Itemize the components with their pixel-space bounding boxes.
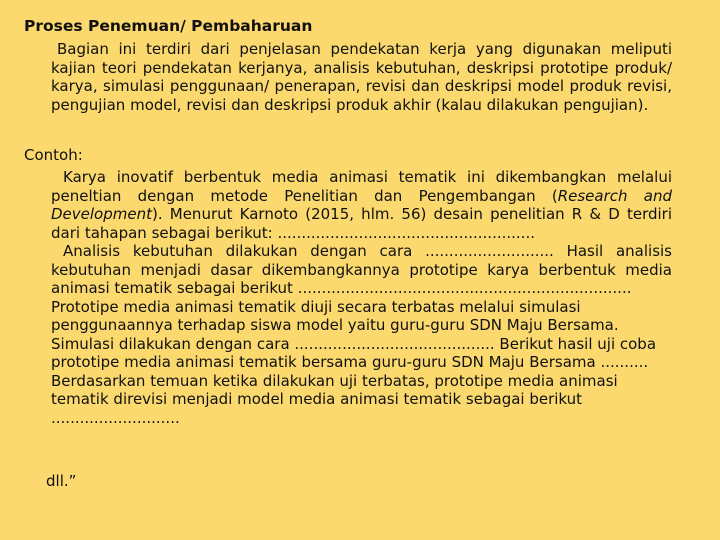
example-label: Contoh: [24, 146, 83, 164]
intro-block [51, 40, 672, 114]
page-title: Proses Penemuan/ Pembaharuan [24, 17, 313, 35]
example-paragraph-1-text-a: Karya inovatif berbentuk media animasi tematik ini dikembangkan melalui peneltian dengan metode Penelitian dan Pengembangan ( [51, 168, 672, 205]
example-paragraph-1-italic: Research and Development [51, 186, 672, 223]
example-block [51, 168, 672, 427]
example-paragraph-2: Analisis kebutuhan dilakukan dengan cara ........................... Hasil analisis kebutuhan menjadi dasar dikembangkannya prototipe karya berbentuk media animasi tematik sebagai berikut ...................................................................... [51, 242, 672, 297]
example-paragraph-1-text-b: ). Menurut Karnoto (2015, hlm. 56) desain penelitian R & D terdiri dari tahapan sebagai berikut: ...................................................... [51, 205, 672, 242]
intro-paragraph: Bagian ini terdiri dari penjelasan pendekatan kerja yang digunakan meliputi kajian teori pendekatan kerjanya, analisis kebutuhan, deskripsi prototipe produk/ karya, simulasi penggunaan/ penerapan, revisi dan deskripsi model produk revisi, pengujian model, revisi dan deskripsi produk akhir (kalau dilakukan pengujian). [51, 40, 672, 114]
example-paragraph-1 [51, 168, 672, 242]
closing-text: dll.” [46, 472, 77, 490]
example-paragraph-3: Prototipe media animasi tematik diuji secara terbatas melalui simulasi penggunaannya terhadap siswa model yaitu guru-guru SDN Maju Bersama. Simulasi dilakukan dengan cara .......................................... Berikut hasil uji coba prototipe media animasi tematik bersama guru-guru SDN Maju Bersama .......... Berdasarkan temuan ketika dilakukan uji terbatas, prototipe media animasi tematik direvisi menjadi model media animasi tematik sebagai berikut ........................... [51, 297, 657, 427]
